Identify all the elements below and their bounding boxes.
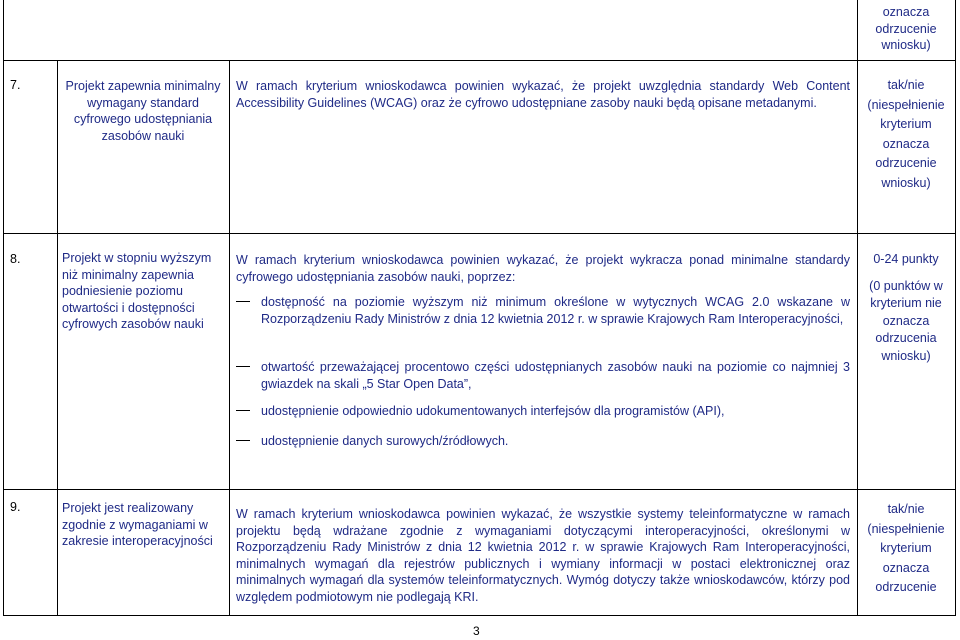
table-border-right: [955, 0, 956, 616]
row-7-score-line: kryterium: [880, 117, 932, 131]
prev-row-score-line: wniosku): [881, 38, 931, 52]
prev-row-score-line: oznacza: [882, 5, 930, 19]
bullet-dash: [236, 440, 250, 441]
table-border-left: [3, 0, 4, 616]
row-7-score: [858, 76, 954, 193]
row-8-score-line: oznacza: [882, 313, 930, 328]
row-9-description: W ramach kryterium wnioskodawca powinien wykazać, że wszystkie systemy teleinformatyczne w ramach projektu będą wdrażane zgodnie z wymaganiami dotyczącymi interoperacyjności, określonymi w Rozporządzeniu Rady Ministrów z dnia 12 kwietnia 2012 r. w sprawie Krajowych Ram Interoperacyjności, minimalnych wymagań dla rejestrów publicznych i wymiany informacji w postaci elektronicznej oraz minimalnych wymagań dla systemów teleinformatycznych. Wymóg dotyczy także wnioskodawców, którzy pod względem podmiotowym nie podlegają KRI.: [236, 507, 850, 604]
bullet-dash: [236, 301, 250, 302]
row-7-score-line: (niespełnienie: [867, 97, 945, 112]
row-8-bullet-1: dostępność na poziomie wyższym niż minimum określone w wytycznych WCAG 2.0 wskazane w Rozporządzeniu Rady Ministrów z dnia 12 kwietnia 2012 r. w sprawie Krajowych Ram Interoperacyjności,: [261, 295, 850, 326]
row-8-bullet-2: otwartość przeważającej procentowo części udostępnianych zasobów nauki na poziomie co najmniej 3 gwiazdek na skali „5 Star Open Data”,: [261, 360, 850, 391]
row-9-score-line: tak/nie: [887, 502, 925, 516]
row-8-bullet-3: udostępnienie odpowiednio udokumentowanych interfejsów dla programistów (API),: [261, 404, 725, 418]
row-9-number: 9.: [10, 500, 21, 514]
row-8-number: 8.: [10, 252, 21, 266]
row-7-criterion: Projekt zapewnia minimalny wymagany standard cyfrowego udostępniania zasobów nauki: [65, 79, 221, 143]
col-divider-1: [57, 60, 58, 616]
row-8-score-line: 0-24 punkty: [873, 252, 939, 266]
row-8-score-line: wniosku): [881, 348, 931, 363]
row-8-score-line: (0 punktów w: [869, 278, 943, 293]
row-9-score-line: odrzucenie: [875, 580, 937, 594]
row-7-score-line: wniosku): [881, 175, 931, 190]
bullet-dash: [236, 410, 250, 411]
prev-row-score: [858, 4, 954, 54]
row-9-score: [858, 500, 954, 598]
prev-row-score-line: odrzucenie: [875, 21, 937, 36]
row-9-score-line: oznacza: [882, 560, 930, 575]
row-divider-1: [3, 60, 956, 61]
row-9-score-line: kryterium: [880, 541, 932, 555]
col-divider-2: [229, 60, 230, 616]
bullet-dash: [236, 366, 250, 367]
row-7-number: 7.: [10, 78, 21, 92]
row-9-score-line: (niespełnienie: [867, 521, 945, 536]
row-8-score: [858, 251, 954, 365]
row-8-description: W ramach kryterium wnioskodawca powinien wykazać, że projekt wykracza ponad minimalne standardy cyfrowego udostępniania zasobów nauki, poprzez:: [236, 253, 850, 284]
page-number: 3: [473, 624, 480, 638]
row-7-description: W ramach kryterium wnioskodawca powinien wykazać, że projekt uwzględnia standardy Web Content Accessibility Guidelines (WCAG) oraz że cyfrowo udostępniane zasoby nauki będą opisane metadanymi.: [236, 79, 850, 110]
row-7-score-line: odrzucenie: [875, 156, 937, 170]
row-8-score-line: kryterium nie: [870, 296, 942, 310]
row-7-score-line: tak/nie: [887, 78, 925, 92]
row-divider-3: [3, 489, 956, 490]
row-9-criterion: Projekt jest realizowany zgodnie z wymaganiami w zakresie interoperacyjności: [62, 501, 213, 548]
row-divider-2: [3, 233, 956, 234]
row-8-score-line: odrzucenia: [875, 331, 937, 345]
table-border-bottom: [3, 615, 956, 616]
row-7-score-line: oznacza: [882, 136, 930, 151]
row-8-bullet-4: udostępnienie danych surowych/źródłowych.: [261, 434, 509, 448]
row-8-criterion: Projekt w stopniu wyższym niż minimalny zapewnia podniesienie poziomu otwartości i dostępności cyfrowych zasobów nauki: [62, 251, 212, 331]
